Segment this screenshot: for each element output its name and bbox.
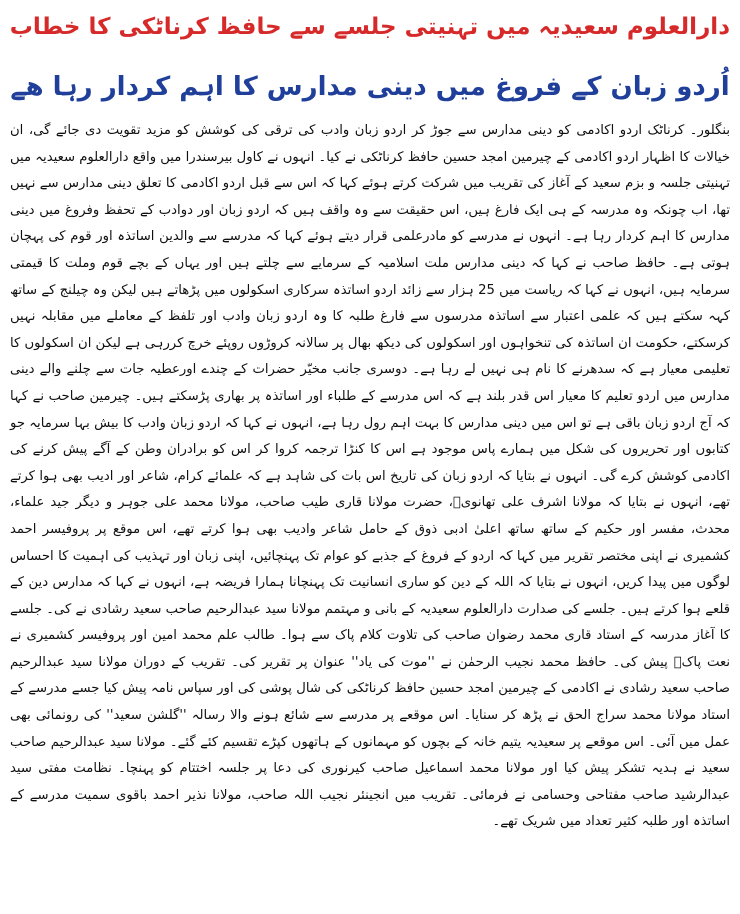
headline: دارالعلوم سعیدیہ میں تہنیتی جلسے سے حافظ کرناٹکی کا خطاب	[9, 14, 730, 40]
subheadline: اُردو زبان کے فروغ میں دینی مدارس کا اہم کردار رہا ھے	[10, 72, 730, 102]
article-paragraph: بنگلور۔ کرناٹک اردو اکادمی کو دینی مدارس سے جوڑ کر اردو زبان وادب کی ترقی کی کوشش کو مزید تقویت دی جائے گی، ان خیالات کا اظہار اردو اکادمی کے چیرمین امجد حسین حافظ کرناٹکی نے کیا۔ انہوں نے کاول بیرسندرا میں واقع دارالعلوم سعیدیہ میں تہنیتی جلسہ و بزم سعید کے آغاز کی تقریب میں شرکت کرتے ہوئے کہا کہ اس سے قبل اردو اکادمی کا تعلق دینی مدارس سے نہیں تھا، اب چونکہ وہ مدرسہ کے ہی ایک فارغ ہیں، اس حقیقت سے وہ واقف ہیں کہ اردو زبان اور دوادب کے تحفظ وفروغ میں دینی مدارس کا اہم کردار رہا ہے۔ انہوں نے مدرسے کو مادرعلمی قرار دیتے ہوئے کہا کہ مدرسے سے والدین اساتذہ اور قوم کی پہچان ہوتی ہے۔ حافظ صاحب نے کہا کہ دینی مدارس ملت اسلامیہ کے سرمایے سے چلتے ہیں اور یہاں کے بچے قوم وملت کا قیمتی سرمایہ ہیں، انہوں نے کہا کہ ریاست میں 25 ہزار سے زائد اردو اساتذہ سرکاری اسکولوں میں پڑھاتے ہیں لیکن وہ چیلنج کے ساتھ کہہ سکتے ہیں کہ علمی اعتبار سے اساتذہ مدرسوں سے فارغ طلبہ کا وہ اردو زبان وادب اور تلفظ کے معاملے میں مقابلہ نہیں کرسکتے، حکومت ان اساتذہ کی تنخواہوں اور اسکولوں کی دیکھ بھال پر سالانہ کروڑوں روپئے خرچ کررہی ہے لیکن ان اسکولوں کا تعلیمی معیار ہے کہ سدھرنے کا نام ہی نہیں لے رہا ہے۔ دوسری جانب مخیّر حضرات کے چندے اورعطیہ جات سے چلنے والے دینی مدارس میں اردو تعلیم کا معیار اس قدر بلند ہے کہ اس مدرسے کے طلباء اور اساتذہ پر بھاری پڑسکتے ہیں۔ چیرمین صاحب نے کہا کہ آج اردو زبان باقی ہے تو اس میں دینی مدارس کا بہت اہم رول رہا ہے، انہوں نے کہا کہ اردو زبان وادب کا بیش بہا سرمایہ جو کتابوں اور تحریروں کی شکل میں ہمارے پاس موجود ہے اس کا کنڑا ترجمہ کروا کر اس کو برادران وطن کے آگے پیش کرنے کی اکادمی کوشش کرے گی۔ انہوں نے بتایا کہ اردو زبان کی تاریخ اس بات کی شاہد ہے کہ علمائے کرام، شاعر اور ادیب بھی ہوا کرتے تھے، انہوں نے بتایا کہ مولانا اشرف علی تھانویؒ، حضرت مولانا قاری طیب صاحب، مولانا محمد علی جوہر و دیگر جید علماء، محدث، مفسر اور حکیم کے ساتھ ساتھ اعلیٰ ادبی ذوق کے حامل شاعر وادیب بھی ہوا کرتے تھے، اس موقع پر پروفیسر احمد کشمیری نے اپنی مختصر تقریر میں کہا کہ اردو کے فروغ کے جذبے کو عوام تک پہنچائیں، اپنی زبان اور تہذیب کی اہمیت کا احساس لوگوں میں پیدا کریں، انہوں نے بتایا کہ اللہ کے دین کو ساری انسانیت تک پہنچانا ہمارا فریضہ ہے، انہوں نے کہا کہ مدارس دین کے قلعے ہوا کرتے ہیں۔ جلسے کی صدارت دارالعلوم سعیدیہ کے بانی و مہتمم مولانا سید عبدالرحیم صاحب سعید رشادی نے کی۔ جلسے کا آغاز مدرسہ کے استاد قاری محمد رضوان صاحب کی تلاوت کلام پاک سے ہوا۔ طالب علم محمد امین اور پروفیسر کشمیری نے نعت پاکؐ پیش کی۔ حافظ محمد نجیب الرحمٰن نے ''موت کی یاد'' عنوان پر تقریر کی۔ تقریب کے دوران مولانا سید عبدالرحیم صاحب سعید رشادی نے اکادمی کے چیرمین امجد حسین حافظ کرناٹکی کی شال پوشی کی اور سپاس نامہ پیش کیا جسے مدرسے کے استاد مولانا محمد سراج الحق نے پڑھ کر سنایا۔ اس موقعے پر مدرسے سے شائع ہونے والا رسالہ ''گلشن سعید'' کی رونمائی بھی عمل میں آئی۔ اس موقعے پر سعیدیہ یتیم خانہ کے بچوں کو مہمانوں کے ہاتھوں کپڑے تقسیم کئے گئے۔ مولانا سید عبدالرحیم صاحب سعید نے ہدیہ تشکر پیش کیا اور مولانا محمد اسماعیل صاحب کیرنوری کی دعا پر جلسہ اختتام کو پہنچا۔ نظامت مفتی سید عبدالرشید صاحب مفتاحی وحسامی نے فرمائی۔ تقریب میں انجینئر نجیب اللہ صاحب، مولانا نذیر احمد باقوی سمیت مدرسے کے اساتذہ اور طلبہ کثیر تعداد میں شریک تھے۔	[10, 123, 730, 830]
article-body	[10, 118, 730, 836]
